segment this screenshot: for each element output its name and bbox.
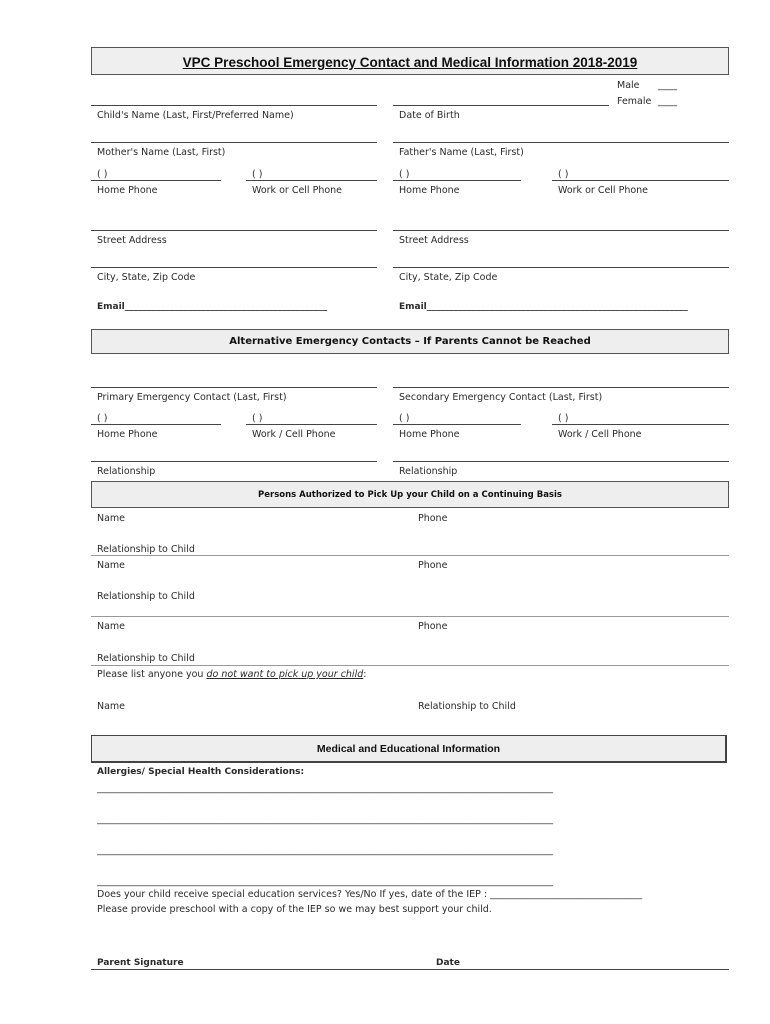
pickup-header xyxy=(91,481,729,508)
pickup3-name-label: Name xyxy=(97,621,126,632)
allergies-line-4[interactable]: ________________________________________________________________________________________________ xyxy=(97,876,553,887)
sped-question[interactable]: Does your child receive special education services? Yes/No If yes, date of the IEP : ________________________________ xyxy=(97,889,643,900)
do-not-pickup-relationship-label: Relationship to Child xyxy=(418,701,516,712)
secondary-work-phone-paren: ( ) xyxy=(558,413,569,424)
father-home-phone-line[interactable] xyxy=(393,180,521,181)
do-not-pickup-emphasis: do not want to pick up your child xyxy=(206,669,364,680)
father-home-phone-label: Home Phone xyxy=(399,185,460,196)
father-work-phone-paren: ( ) xyxy=(558,169,569,180)
mother-street-line[interactable] xyxy=(91,230,377,231)
female-label: Female xyxy=(617,96,652,107)
secondary-home-phone-label: Home Phone xyxy=(399,429,460,440)
father-email[interactable]: Email__________________________________________________________ xyxy=(399,302,688,312)
do-not-pickup-name-label: Name xyxy=(97,701,126,712)
signature-line[interactable] xyxy=(91,969,729,970)
father-name-label: Father's Name (Last, First) xyxy=(399,147,524,158)
pickup1-divider xyxy=(91,555,729,556)
child-name-line[interactable] xyxy=(91,105,377,106)
mother-street-label: Street Address xyxy=(97,235,167,246)
parent-signature-label: Parent Signature xyxy=(97,958,184,968)
primary-work-phone-paren: ( ) xyxy=(252,413,263,424)
allergies-line-2[interactable]: ________________________________________________________________________________________________ xyxy=(97,814,553,825)
medical-header xyxy=(91,735,727,763)
alt-contacts-header-text: Alternative Emergency Contacts – If Parents Cannot be Reached xyxy=(229,336,591,347)
mother-home-phone-paren: ( ) xyxy=(97,169,108,180)
primary-home-phone-line[interactable] xyxy=(91,424,221,425)
allergies-line-3[interactable]: ________________________________________________________________________________________________ xyxy=(97,845,553,856)
allergies-line-1[interactable]: ________________________________________________________________________________________________ xyxy=(97,783,553,794)
child-name-label: Child's Name (Last, First/Preferred Name) xyxy=(97,110,294,121)
secondary-home-phone-paren: ( ) xyxy=(399,413,410,424)
male-blank[interactable]: ____ xyxy=(658,80,677,91)
mother-home-phone-label: Home Phone xyxy=(97,185,158,196)
pickup3-relationship-label: Relationship to Child xyxy=(97,653,195,664)
father-name-line[interactable] xyxy=(393,142,729,143)
primary-home-phone-label: Home Phone xyxy=(97,429,158,440)
pickup3-phone-label: Phone xyxy=(418,621,448,632)
primary-contact-label: Primary Emergency Contact (Last, First) xyxy=(97,392,287,403)
primary-relationship-label: Relationship xyxy=(97,466,156,477)
pickup1-phone-label: Phone xyxy=(418,513,448,524)
pickup2-relationship-label: Relationship to Child xyxy=(97,591,195,602)
secondary-work-phone-label: Work / Cell Phone xyxy=(558,429,642,440)
pickup2-divider xyxy=(91,616,729,617)
mother-city-label: City, State, Zip Code xyxy=(97,272,196,283)
mother-email[interactable]: Email_____________________________________________ xyxy=(97,302,328,312)
dob-line[interactable] xyxy=(393,105,609,106)
mother-home-phone-line[interactable] xyxy=(91,180,221,181)
alt-contacts-header xyxy=(91,329,729,354)
form-title xyxy=(91,47,729,75)
female-blank[interactable]: ____ xyxy=(658,96,677,107)
father-city-line[interactable] xyxy=(393,267,729,268)
secondary-relationship-line[interactable] xyxy=(393,461,729,462)
father-street-label: Street Address xyxy=(399,235,469,246)
secondary-work-phone-line[interactable] xyxy=(552,424,729,425)
do-not-pickup-prefix: Please list anyone you xyxy=(97,669,207,680)
secondary-relationship-label: Relationship xyxy=(399,466,458,477)
mother-work-phone-paren: ( ) xyxy=(252,169,263,180)
pickup3-divider xyxy=(91,665,729,666)
pickup1-relationship-label: Relationship to Child xyxy=(97,544,195,555)
primary-work-phone-label: Work / Cell Phone xyxy=(252,429,336,440)
father-work-phone-label: Work or Cell Phone xyxy=(558,185,649,196)
mother-work-phone-line[interactable] xyxy=(246,180,377,181)
father-street-line[interactable] xyxy=(393,230,729,231)
date-label: Date xyxy=(436,958,460,968)
father-home-phone-paren: ( ) xyxy=(399,169,410,180)
pickup-header-text: Persons Authorized to Pick Up your Child on a Continuing Basis xyxy=(258,490,562,500)
form-title-text: VPC Preschool Emergency Contact and Medical Information 2018-2019 xyxy=(182,55,638,70)
father-work-phone-line[interactable] xyxy=(552,180,729,181)
male-label: Male xyxy=(617,80,640,91)
primary-work-phone-line[interactable] xyxy=(246,424,377,425)
secondary-contact-label: Secondary Emergency Contact (Last, First) xyxy=(399,392,603,403)
primary-contact-line[interactable] xyxy=(91,387,377,388)
dob-label: Date of Birth xyxy=(399,110,460,121)
secondary-home-phone-line[interactable] xyxy=(393,424,521,425)
mother-city-line[interactable] xyxy=(91,267,377,268)
allergies-label: Allergies/ Special Health Considerations: xyxy=(97,767,305,777)
mother-work-phone-label: Work or Cell Phone xyxy=(252,185,343,196)
pickup2-phone-label: Phone xyxy=(418,560,448,571)
iep-note: Please provide preschool with a copy of the IEP so we may best support your child. xyxy=(97,904,492,915)
medical-header-text: Medical and Educational Information xyxy=(316,743,501,755)
primary-home-phone-paren: ( ) xyxy=(97,413,108,424)
father-city-label: City, State, Zip Code xyxy=(399,272,498,283)
do-not-pickup-instruction xyxy=(97,669,366,680)
pickup1-name-label: Name xyxy=(97,513,126,524)
pickup2-name-label: Name xyxy=(97,560,126,571)
secondary-contact-line[interactable] xyxy=(393,387,729,388)
do-not-pickup-suffix: : xyxy=(363,669,367,680)
mother-name-label: Mother's Name (Last, First) xyxy=(97,147,226,158)
primary-relationship-line[interactable] xyxy=(91,461,377,462)
mother-name-line[interactable] xyxy=(91,142,377,143)
